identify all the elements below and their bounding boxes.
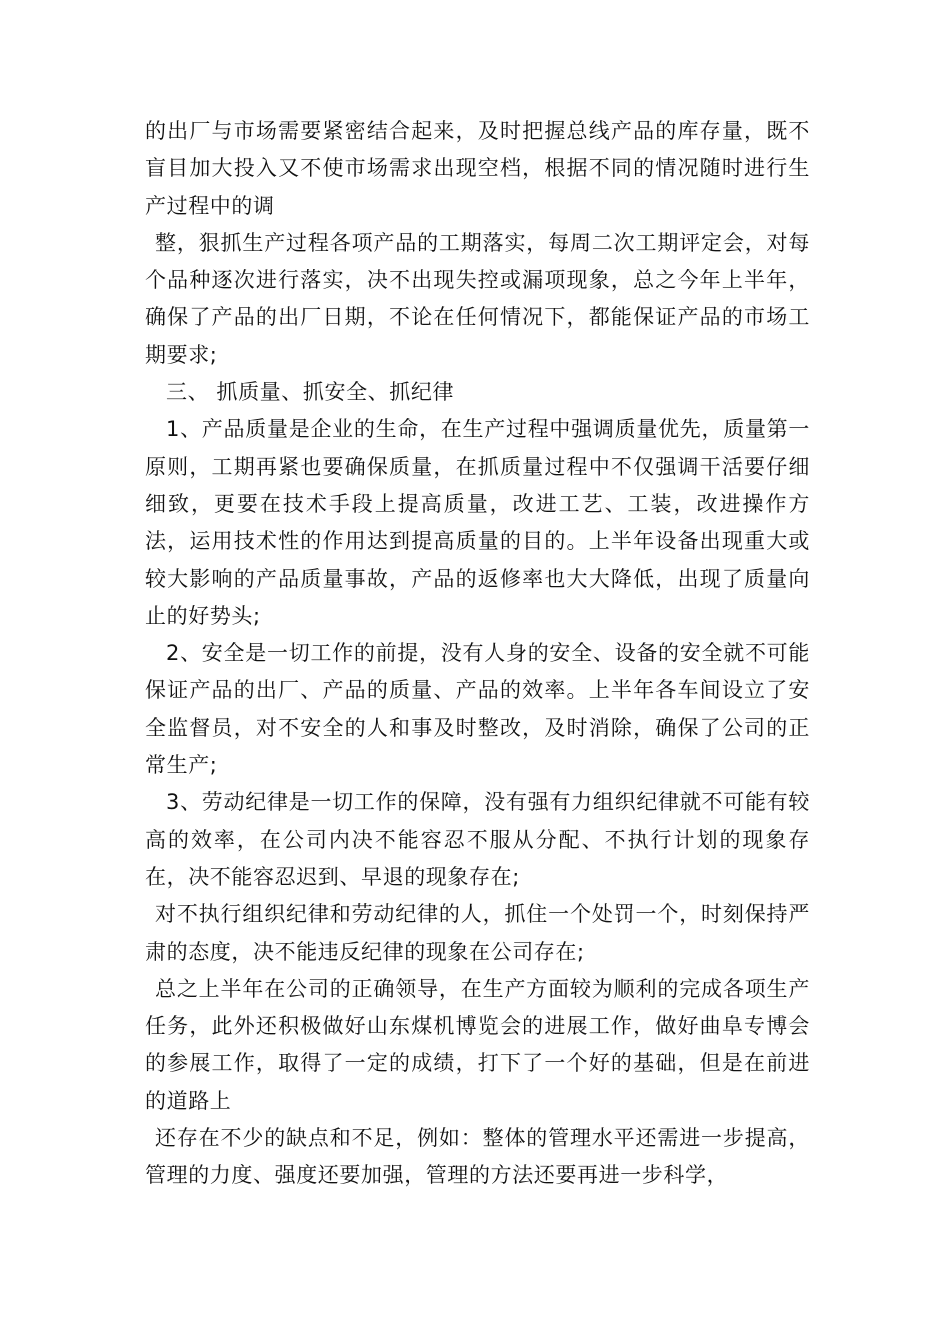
paragraph-punishment: 对不执行组织纪律和劳动纪律的人，抓住一个处罚一个，时刻保持严肃的态度，决不能违反纪律的现象在公司存在; xyxy=(145,902,810,964)
paragraph-shortcomings: 还存在不少的缺点和不足，例如：整体的管理水平还需进一步提高，管理的力度、强度还要加强，管理的方法还要再进一步科学， xyxy=(145,1126,810,1188)
paragraph-summary: 总之上半年在公司的正确领导，在生产方面较为顺利的完成各项生产任务，此外还积极做好山东煤机博览会的进展工作，做好曲阜专博会的参展工作，取得了一定的成绩，打下了一个好的基础，但是在前进的道路上 xyxy=(145,976,810,1113)
paragraph-discipline: 3、劳动纪律是一切工作的保障，没有强有力组织纪律就不可能有较高的效率，在公司内决不能容忍不服从分配、不执行计划的现象存在，决不能容忍迟到、早退的现象存在; xyxy=(145,790,810,889)
paragraph-1: 的出厂与市场需要紧密结合起来，及时把握总线产品的库存量，既不盲目加大投入又不使市场需求出现空档，根据不同的情况随时进行生产过程中的调 xyxy=(145,119,810,218)
paragraph-safety: 2、安全是一切工作的前提，没有人身的安全、设备的安全就不可能保证产品的出厂、产品的质量、产品的效率。上半年各车间设立了安全监督员，对不安全的人和事及时整改，及时消除，确保了公司的正常生产; xyxy=(145,641,810,778)
section-heading: 三、 抓质量、抓安全、抓纪律 xyxy=(166,380,455,405)
document-body xyxy=(145,113,810,1195)
paragraph-quality: 1、产品质量是企业的生命，在生产过程中强调质量优先，质量第一原则，工期再紧也要确保质量，在抓质量过程中不仅强调干活要仔细细致，更要在技术手段上提高质量，改进工艺、工装，改进操作方法，运用技术性的作用达到提高质量的目的。上半年设备出现重大或较大影响的产品质量事故，产品的返修率也大大降低，出现了质量向止的好势头; xyxy=(145,417,810,628)
paragraph-2: 整，狠抓生产过程各项产品的工期落实，每周二次工期评定会，对每个品种逐次进行落实，决不出现失控或漏项现象，总之今年上半年，确保了产品的出厂日期，不论在任何情况下，都能保证产品的市场工期要求; xyxy=(145,230,810,367)
